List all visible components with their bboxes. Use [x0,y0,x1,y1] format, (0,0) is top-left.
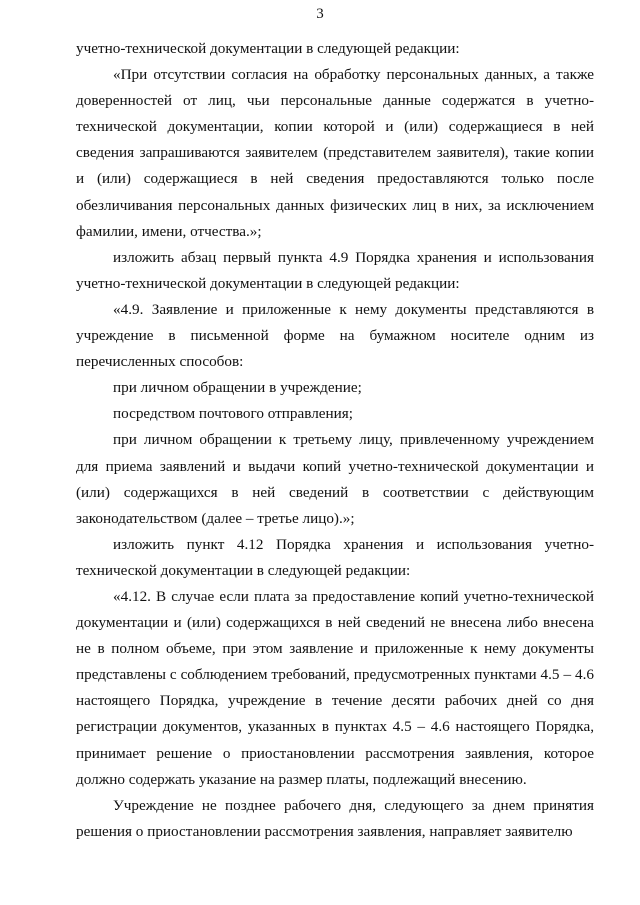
paragraph-method-personal: при личном обращении в учреждение; [113,379,362,397]
paragraph-quote-consent: «При отсутствии согласия на обработку персональных данных, а также доверенностей от лиц, чьи персональные данные содержатся в учетно-технической документации, копии которой и (или) содержащиеся в ней сведения запрашиваются заявителем (представителем заявителя), такие копии и (или) содержащиеся в ней сведения предоставляются только после обезличивания персональных данных физических лиц в них, за исключением фамилии, имени, отчества.»; [76,66,594,240]
page-number: 3 [316,6,324,22]
document-body [76,36,594,845]
paragraph-method-third-party: при личном обращении к третьему лицу, привлеченному учреждением для приема заявлений и выдачи копий учетно-технической документации и (или) содержащихся в ней сведений в соответствии с действующим законодательством (далее – третье лицо).»; [76,431,594,527]
paragraph-quote-4-9: «4.9. Заявление и приложенные к нему документы представляются в учреждение в письменной форме на бумажном носителе одним из перечисленных способов: [76,300,594,371]
paragraph-quote-4-12: «4.12. В случае если плата за предоставление копий учетно-технической документации и (или) содержащихся в ней сведений не внесена либо внесена не в полном объеме, при этом заявление и приложенные к нему документы представлены с соблюдением требований, предусмотренных пунктами 4.5 – 4.6 настоящего Порядка, учреждение в течение десяти рабочих дней со дня регистрации документов, указанных в пунктах 4.5 – 4.6 настоящего Порядка, принимает решение о приостановлении рассмотрения заявления, которое должно содержать указание на размер платы, подлежащий внесению. [76,587,594,788]
paragraph-amend-4-12: изложить пункт 4.12 Порядка хранения и использования учетно-технической документации в следующей редакции: [76,535,594,579]
paragraph-amend-4-9: изложить абзац первый пункта 4.9 Порядка хранения и использования учетно-технической документации в следующей редакции: [76,248,594,292]
paragraph-intro: учетно-технической документации в следующей редакции: [76,40,460,57]
paragraph-method-post: посредством почтового отправления; [113,405,354,423]
paragraph-institution-notice: Учреждение не позднее рабочего дня, следующего за днем принятия решения о приостановлении рассмотрения заявления, направляет заявителю [76,796,594,840]
